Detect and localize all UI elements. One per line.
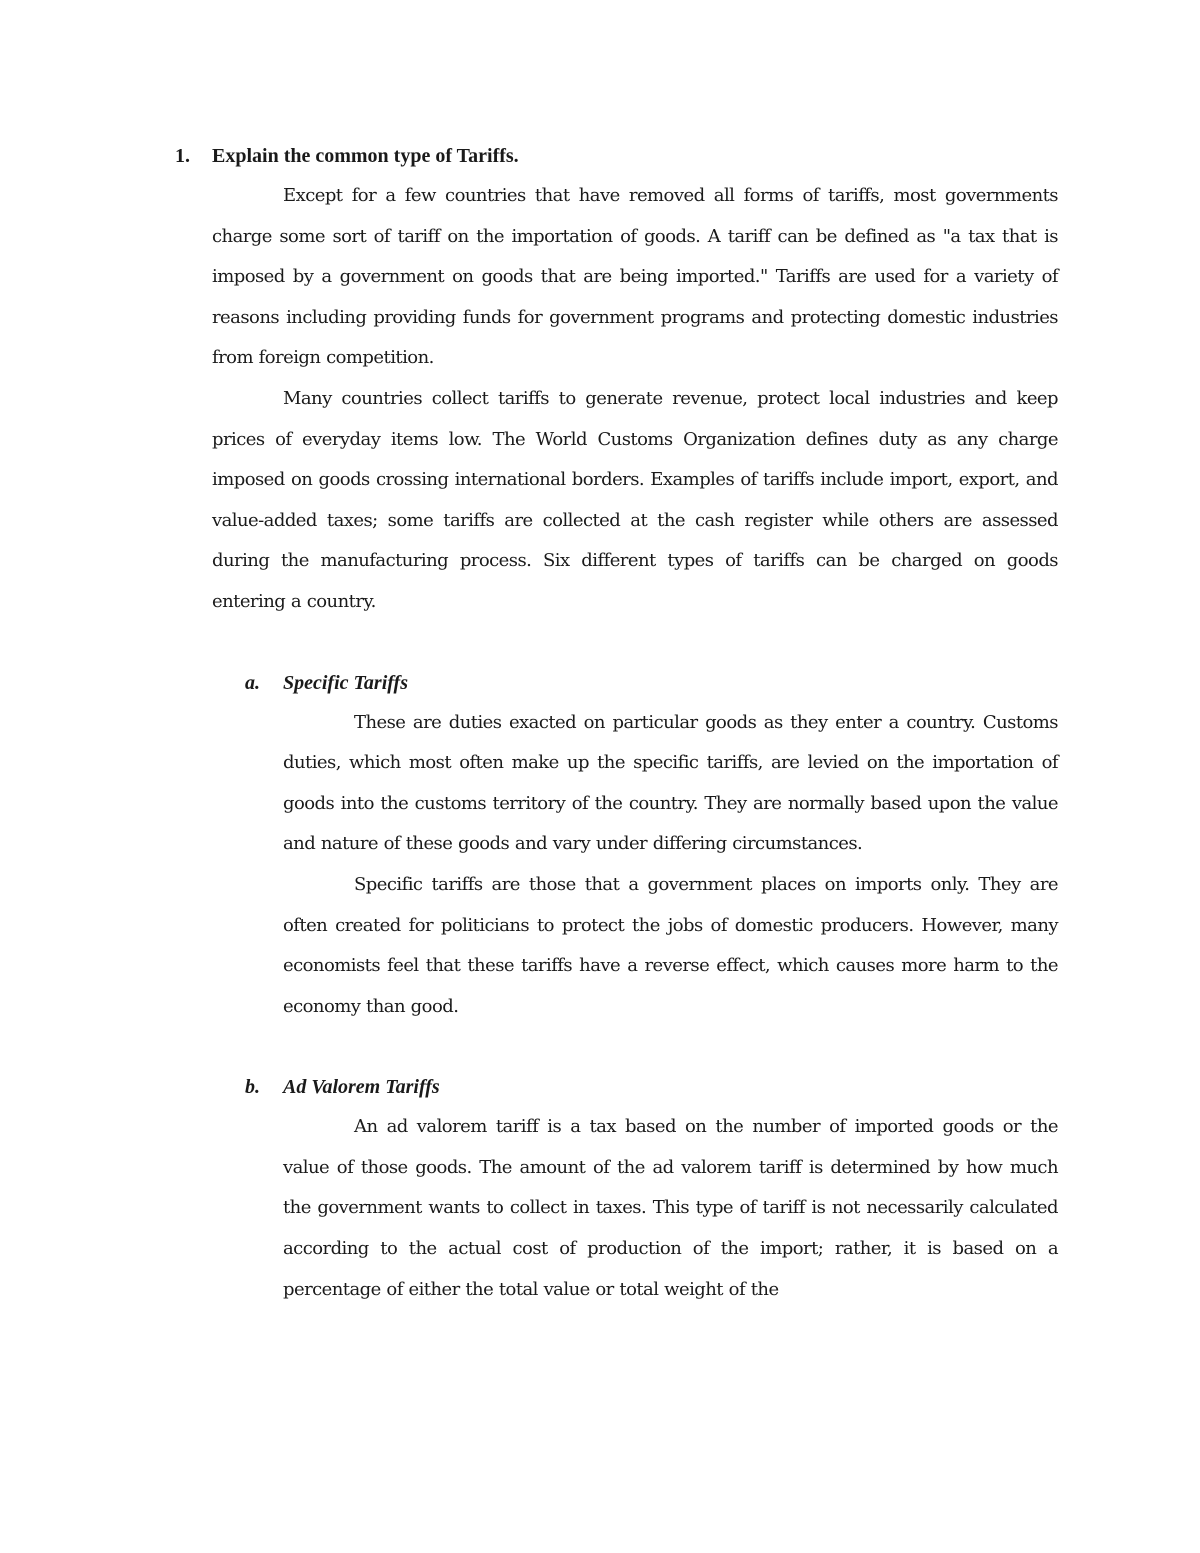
subsection-letter: a. [245, 671, 260, 694]
subsection-heading-ad-valorem-tariffs [245, 1067, 1058, 1107]
subsection-title: Ad Valorem Tariffs [283, 1076, 440, 1099]
subsection-heading-specific-tariffs [245, 663, 1058, 703]
paragraph: Many countries collect tariffs to generate revenue, protect local industries and keep prices of everyday items low. The World Customs Organization defines duty as any charge imposed on goods crossing international borders. Examples of tariffs include import, export, and value-added taxes; some tariffs are collected at the cash register while others are assessed during the manufacturing process. Six different types of tariffs can be charged on goods entering a country. [212, 387, 1058, 612]
paragraph: These are duties exacted on particular goods as they enter a country. Customs duties, which most often make up the specific tariffs, are levied on the importation of goods into the customs territory of the country. They are normally based upon the value and nature of these goods and vary under differing circumstances. [283, 711, 1058, 855]
subsection-body-ad-valorem-tariffs [283, 1107, 1058, 1310]
paragraph: Specific tariffs are those that a government places on imports only. They are often created for politicians to protect the jobs of domestic producers. However, many economists feel that these tariffs have a reverse effect, which causes more harm to the economy than good. [283, 873, 1058, 1017]
paragraph: Except for a few countries that have removed all forms of tariffs, most governments charge some sort of tariff on the importation of goods. A tariff can be defined as "a tax that is imposed by a government on goods that are being imported." Tariffs are used for a variety of reasons including providing funds for government programs and protecting domestic industries from foreign competition. [212, 185, 1058, 369]
paragraph: An ad valorem tariff is a tax based on the number of imported goods or the value of those goods. The amount of the ad valorem tariff is determined by how much the government wants to collect in taxes. This type of tariff is not necessarily calculated according to the actual cost of production of the import; rather, it is based on a percentage of either the total value or total weight of the [283, 1116, 1058, 1300]
section-body [212, 176, 1058, 623]
subsection-body-specific-tariffs [283, 703, 1058, 1028]
subsection-title: Specific Tariffs [283, 671, 408, 694]
document-content [175, 136, 1058, 1310]
section-title: Explain the common type of Tariffs. [212, 145, 519, 167]
section-heading [175, 136, 1058, 176]
subsection-letter: b. [245, 1076, 260, 1099]
section-number: 1. [175, 145, 190, 167]
